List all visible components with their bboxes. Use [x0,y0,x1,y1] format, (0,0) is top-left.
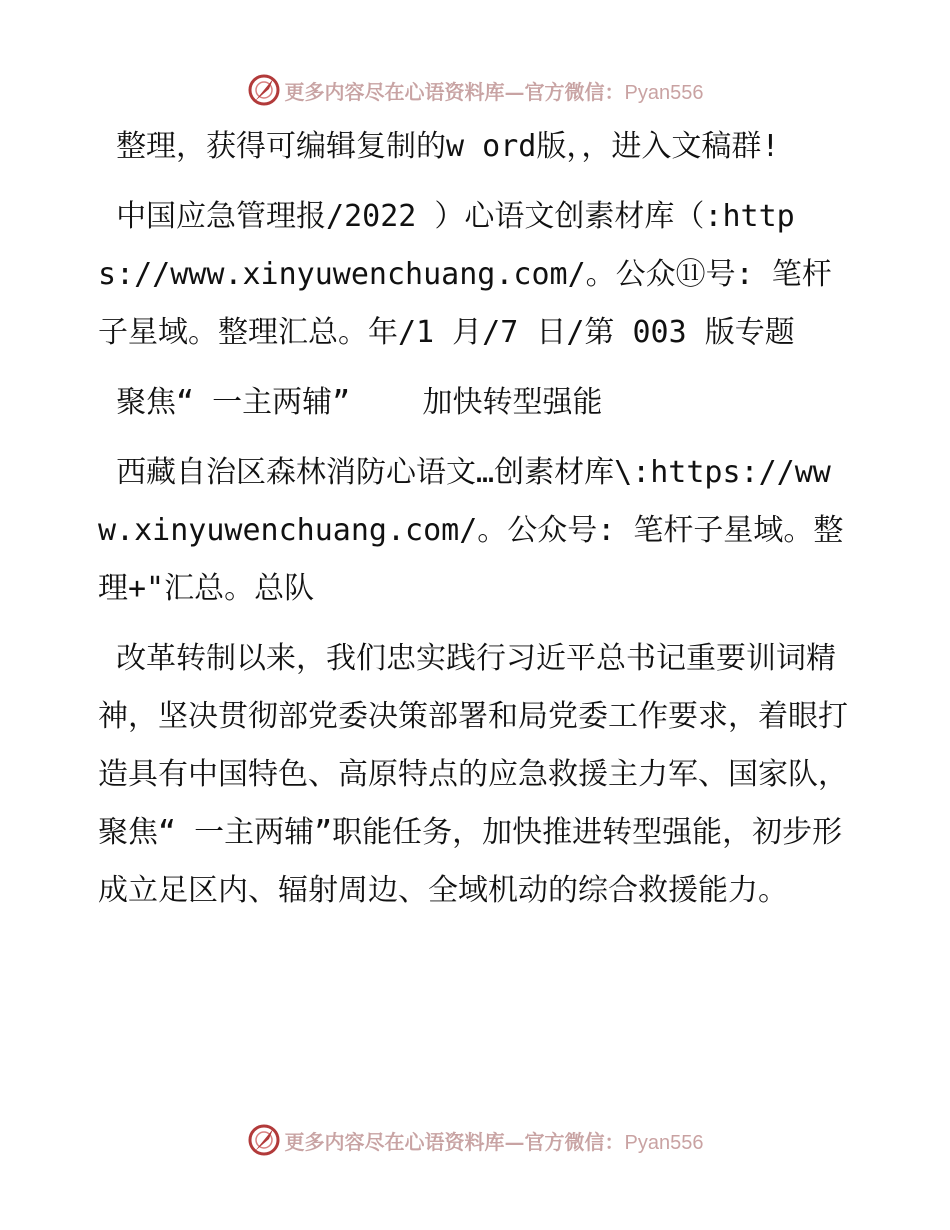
document-body [98,118,858,920]
paragraph-source: 中国应急管理报/2022 ）心语文创素材库（:https://www.xinyuwenchuang.com/。公众⑪号: 笔杆子星域。整理汇总。年/1 月/7 日/第 003 版专题 [98,199,832,350]
quill-seal-logo-icon [247,1123,281,1157]
header-watermark-banner [0,72,950,108]
paragraph-intro: 整理，获得可编辑复制的w ord版，，进入文稿群! [98,129,780,164]
header-banner-text: 更多内容尽在心语资料库—官方微信：Pyan556 [284,79,704,104]
paragraph-body: 改革转制以来，我们忠实践行习近平总书记重要训词精神，坚决贯彻部党委决策部署和局党委工作要求，着眼打造具有中国特色、高原特点的应急救援主力军、国家队，聚焦“ 一主两辅”职能任务，加快推进转型强能，初步形成立足区内、辐射周边、全域机动的综合救援能力。 [98,641,848,908]
footer-banner-text: 更多内容尽在心语资料库—官方微信：Pyan556 [284,1129,704,1154]
quill-seal-logo-icon [247,73,281,107]
footer-watermark-banner [0,1122,950,1158]
header-wechat-id: Pyan556 [624,81,704,104]
paragraph-author: 西藏自治区森林消防心语文…创素材库\:https://www.xinyuwenchuang.com/。公众号: 笔杆子星域。整理+"汇总。总队 [98,455,844,606]
footer-wechat-id: Pyan556 [624,1131,704,1154]
paragraph-headline: 聚焦“ 一主两辅” 加快转型强能 [98,385,603,420]
